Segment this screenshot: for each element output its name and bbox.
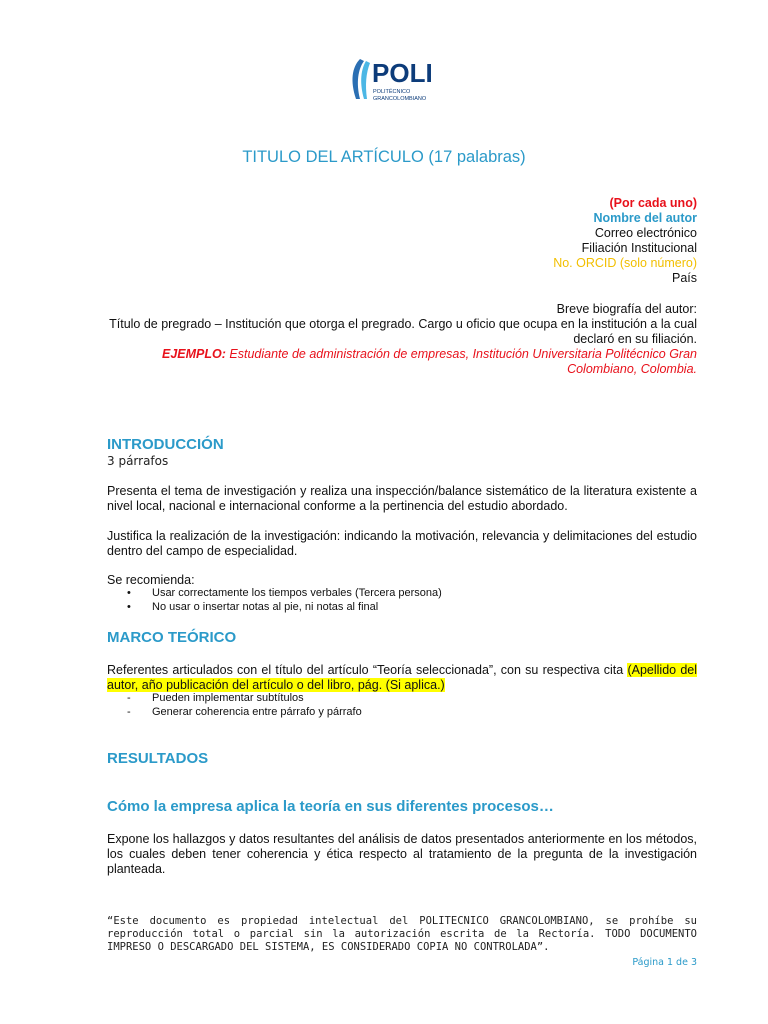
logo-name: POLI [372,58,433,88]
list-item: - Generar coherencia entre párrafo y párrafo [127,705,362,718]
bio-example-label: EJEMPLO: [162,347,226,361]
author-bio [107,302,697,377]
author-country: País [671,271,697,285]
poli-logo-mark [346,55,456,105]
intro-paragraph-2: Justifica la realización de la investigación: indicando la motivación, relevancia y delimitaciones del estudio dentro del campo de especialidad. [107,529,697,558]
intro-sub: 3 párrafos [107,454,169,468]
intro-heading: INTRODUCCIÓN [107,436,224,453]
intro-paragraph-1: Presenta el tema de investigación y realiza una inspección/balance sistemático de la literatura existente a nivel local, nacional e internacional conforme a la pertinencia del estudio abordado. [107,484,697,513]
marco-citation-highlight: (Apellido del autor, año publicación del artículo o del libro, pág. (Si aplica.) [107,663,697,692]
marco-dash-list [127,692,362,719]
bio-example [107,347,697,377]
results-paragraph: Expone los hallazgos y datos resultantes del análisis de datos presentados anteriormente en los métodos, los cuales deben tener coherencia y ética respecto al tratamiento de la pregunta de la investigación planteada. [107,832,697,876]
author-name: Nombre del autor [593,211,697,225]
author-block [553,196,697,286]
author-orcid: No. ORCID (solo número) [553,256,697,270]
marco-heading: MARCO TEÓRICO [107,629,237,646]
bio-example-text: Estudiante de administración de empresas, Institución Universitaria Politécnico Gran Colombiano, Colombia. [225,347,697,376]
intro-bullet-list [127,587,442,614]
bio-heading: Breve biografía del autor: [556,302,697,316]
results-subheading: Cómo la empresa aplica la teoría en sus diferentes procesos… [107,798,554,815]
footer-disclaimer: “Este documento es propiedad intelectual del POLITECNICO GRANCOLOMBIANO, se prohíbe su reproducción total o parcial sin la autorización escrita de la Rectoría. TODO DOCUMENTO IMPRESO O DESCARGADO DEL SISTEMA, ES CONSIDERADO COPIA NO CONTROLADA”. [107,915,697,953]
page-number: Página 1 de 3 [632,957,697,968]
author-email: Correo electrónico [594,226,697,240]
marco-paragraph: Referentes articulados con el título del artículo “Teoría seleccionada”, con su respectiva cita (Apellido del autor, año publicación del artículo o del libro, pág. (Si aplica.) [107,663,697,692]
list-item: • Usar correctamente los tiempos verbales (Tercera persona) [127,587,442,599]
results-heading: RESULTADOS [107,750,209,767]
list-item: • No usar o insertar notas al pie, ni notas al final [127,600,379,613]
list-item: - Pueden implementar subtítulos [127,692,304,704]
poli-logo [346,55,456,105]
logo-line1: POLITÉCNICO [373,89,411,95]
author-per-each: (Por cada uno) [609,196,697,210]
article-title: TITULO DEL ARTÍCULO (17 palabras) [242,148,526,166]
intro-recommend: Se recomienda: [107,573,195,587]
author-affiliation: Filiación Institucional [581,241,697,255]
logo-line2: GRANCOLOMBIANO [373,96,427,102]
bio-text: Título de pregrado – Institución que otorga el pregrado. Cargo u oficio que ocupa en la institución a la cual declaró en su filiación. [109,317,697,346]
